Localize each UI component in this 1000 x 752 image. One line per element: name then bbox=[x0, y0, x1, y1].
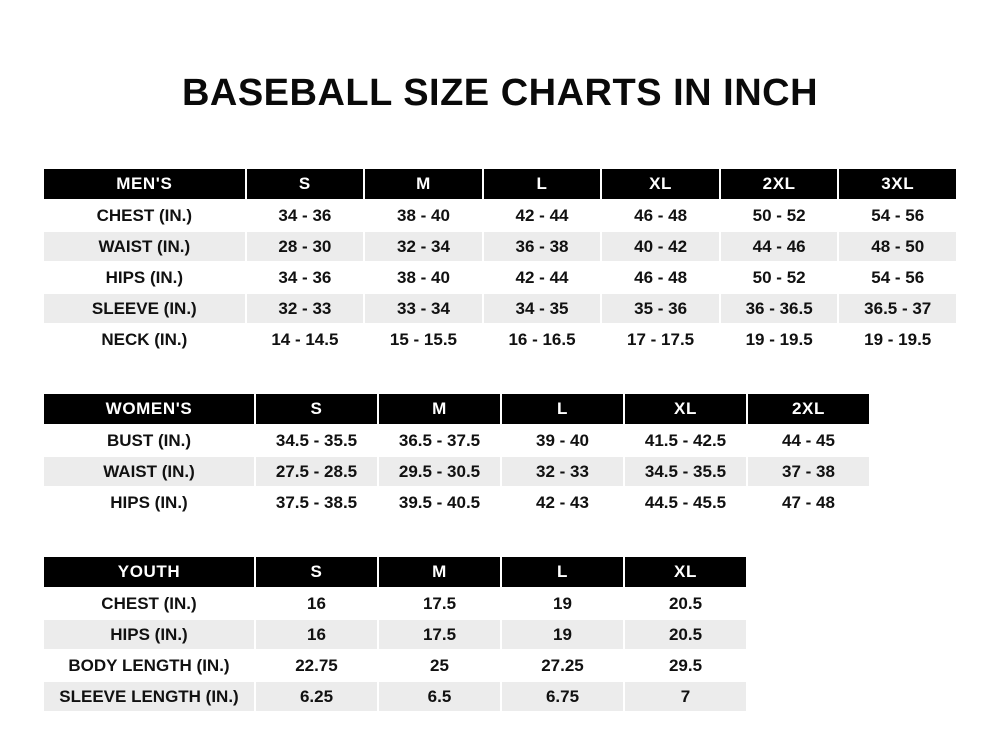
row-label: WAIST (IN.) bbox=[43, 231, 246, 262]
mens-header-label: MEN'S bbox=[43, 168, 246, 200]
cell: 16 bbox=[255, 619, 378, 650]
table-header-row bbox=[43, 556, 747, 588]
cell: 27.5 - 28.5 bbox=[255, 456, 378, 487]
cell: 36 - 36.5 bbox=[720, 293, 839, 324]
cell: 41.5 - 42.5 bbox=[624, 425, 747, 456]
cell: 19 bbox=[501, 619, 624, 650]
womens-size-table bbox=[42, 392, 871, 519]
womens-header-s: S bbox=[255, 393, 378, 425]
cell: 32 - 34 bbox=[364, 231, 483, 262]
cell: 42 - 44 bbox=[483, 262, 602, 293]
cell: 54 - 56 bbox=[838, 262, 957, 293]
cell: 6.75 bbox=[501, 681, 624, 712]
table-row bbox=[43, 619, 747, 650]
row-label: CHEST (IN.) bbox=[43, 200, 246, 231]
table-gap bbox=[42, 519, 958, 555]
cell: 20.5 bbox=[624, 588, 747, 619]
table-row bbox=[43, 650, 747, 681]
cell: 36.5 - 37.5 bbox=[378, 425, 501, 456]
table-row bbox=[43, 324, 957, 355]
youth-size-table bbox=[42, 555, 748, 713]
cell: 34 - 36 bbox=[246, 262, 365, 293]
cell: 50 - 52 bbox=[720, 200, 839, 231]
cell: 34 - 36 bbox=[246, 200, 365, 231]
table-row bbox=[43, 588, 747, 619]
cell: 36.5 - 37 bbox=[838, 293, 957, 324]
cell: 29.5 bbox=[624, 650, 747, 681]
cell: 19 - 19.5 bbox=[838, 324, 957, 355]
youth-header-m: M bbox=[378, 556, 501, 588]
cell: 34 - 35 bbox=[483, 293, 602, 324]
youth-header-xl: XL bbox=[624, 556, 747, 588]
cell: 46 - 48 bbox=[601, 262, 720, 293]
row-label: HIPS (IN.) bbox=[43, 262, 246, 293]
womens-header-label: WOMEN'S bbox=[43, 393, 255, 425]
cell: 28 - 30 bbox=[246, 231, 365, 262]
cell: 20.5 bbox=[624, 619, 747, 650]
cell: 36 - 38 bbox=[483, 231, 602, 262]
row-label: SLEEVE (IN.) bbox=[43, 293, 246, 324]
page-title: BASEBALL SIZE CHARTS IN INCH bbox=[181, 72, 819, 114]
cell: 39.5 - 40.5 bbox=[378, 487, 501, 518]
mens-header-2xl: 2XL bbox=[720, 168, 839, 200]
cell: 48 - 50 bbox=[838, 231, 957, 262]
row-label: HIPS (IN.) bbox=[43, 619, 255, 650]
cell: 32 - 33 bbox=[246, 293, 365, 324]
table-row bbox=[43, 681, 747, 712]
cell: 39 - 40 bbox=[501, 425, 624, 456]
womens-header-xl: XL bbox=[624, 393, 747, 425]
womens-header-l: L bbox=[501, 393, 624, 425]
cell: 38 - 40 bbox=[364, 262, 483, 293]
cell: 29.5 - 30.5 bbox=[378, 456, 501, 487]
cell: 37 - 38 bbox=[747, 456, 870, 487]
table-header-row bbox=[43, 393, 870, 425]
womens-header-2xl: 2XL bbox=[747, 393, 870, 425]
row-label: NECK (IN.) bbox=[43, 324, 246, 355]
row-label: HIPS (IN.) bbox=[43, 487, 255, 518]
tables-container bbox=[0, 167, 1000, 713]
cell: 47 - 48 bbox=[747, 487, 870, 518]
cell: 7 bbox=[624, 681, 747, 712]
cell: 16 bbox=[255, 588, 378, 619]
cell: 15 - 15.5 bbox=[364, 324, 483, 355]
cell: 42 - 44 bbox=[483, 200, 602, 231]
cell: 17 - 17.5 bbox=[601, 324, 720, 355]
cell: 37.5 - 38.5 bbox=[255, 487, 378, 518]
cell: 34.5 - 35.5 bbox=[624, 456, 747, 487]
table-row bbox=[43, 200, 957, 231]
row-label: BODY LENGTH (IN.) bbox=[43, 650, 255, 681]
table-header-row bbox=[43, 168, 957, 200]
cell: 6.5 bbox=[378, 681, 501, 712]
cell: 44 - 45 bbox=[747, 425, 870, 456]
mens-header-m: M bbox=[364, 168, 483, 200]
mens-header-3xl: 3XL bbox=[838, 168, 957, 200]
youth-header-label: YOUTH bbox=[43, 556, 255, 588]
row-label: WAIST (IN.) bbox=[43, 456, 255, 487]
table-row bbox=[43, 456, 870, 487]
mens-header-s: S bbox=[246, 168, 365, 200]
table-row bbox=[43, 487, 870, 518]
cell: 16 - 16.5 bbox=[483, 324, 602, 355]
cell: 38 - 40 bbox=[364, 200, 483, 231]
cell: 14 - 14.5 bbox=[246, 324, 365, 355]
table-gap bbox=[42, 356, 958, 392]
youth-header-l: L bbox=[501, 556, 624, 588]
mens-header-xl: XL bbox=[601, 168, 720, 200]
cell: 44 - 46 bbox=[720, 231, 839, 262]
cell: 50 - 52 bbox=[720, 262, 839, 293]
row-label: CHEST (IN.) bbox=[43, 588, 255, 619]
cell: 19 bbox=[501, 588, 624, 619]
cell: 46 - 48 bbox=[601, 200, 720, 231]
youth-header-s: S bbox=[255, 556, 378, 588]
cell: 42 - 43 bbox=[501, 487, 624, 518]
cell: 40 - 42 bbox=[601, 231, 720, 262]
table-row bbox=[43, 293, 957, 324]
cell: 17.5 bbox=[378, 619, 501, 650]
cell: 22.75 bbox=[255, 650, 378, 681]
cell: 33 - 34 bbox=[364, 293, 483, 324]
cell: 25 bbox=[378, 650, 501, 681]
cell: 32 - 33 bbox=[501, 456, 624, 487]
table-row bbox=[43, 425, 870, 456]
cell: 27.25 bbox=[501, 650, 624, 681]
mens-size-table bbox=[42, 167, 958, 356]
table-row bbox=[43, 231, 957, 262]
cell: 19 - 19.5 bbox=[720, 324, 839, 355]
cell: 6.25 bbox=[255, 681, 378, 712]
mens-header-l: L bbox=[483, 168, 602, 200]
cell: 44.5 - 45.5 bbox=[624, 487, 747, 518]
table-row bbox=[43, 262, 957, 293]
cell: 54 - 56 bbox=[838, 200, 957, 231]
cell: 17.5 bbox=[378, 588, 501, 619]
row-label: SLEEVE LENGTH (IN.) bbox=[43, 681, 255, 712]
cell: 35 - 36 bbox=[601, 293, 720, 324]
cell: 34.5 - 35.5 bbox=[255, 425, 378, 456]
row-label: BUST (IN.) bbox=[43, 425, 255, 456]
womens-header-m: M bbox=[378, 393, 501, 425]
